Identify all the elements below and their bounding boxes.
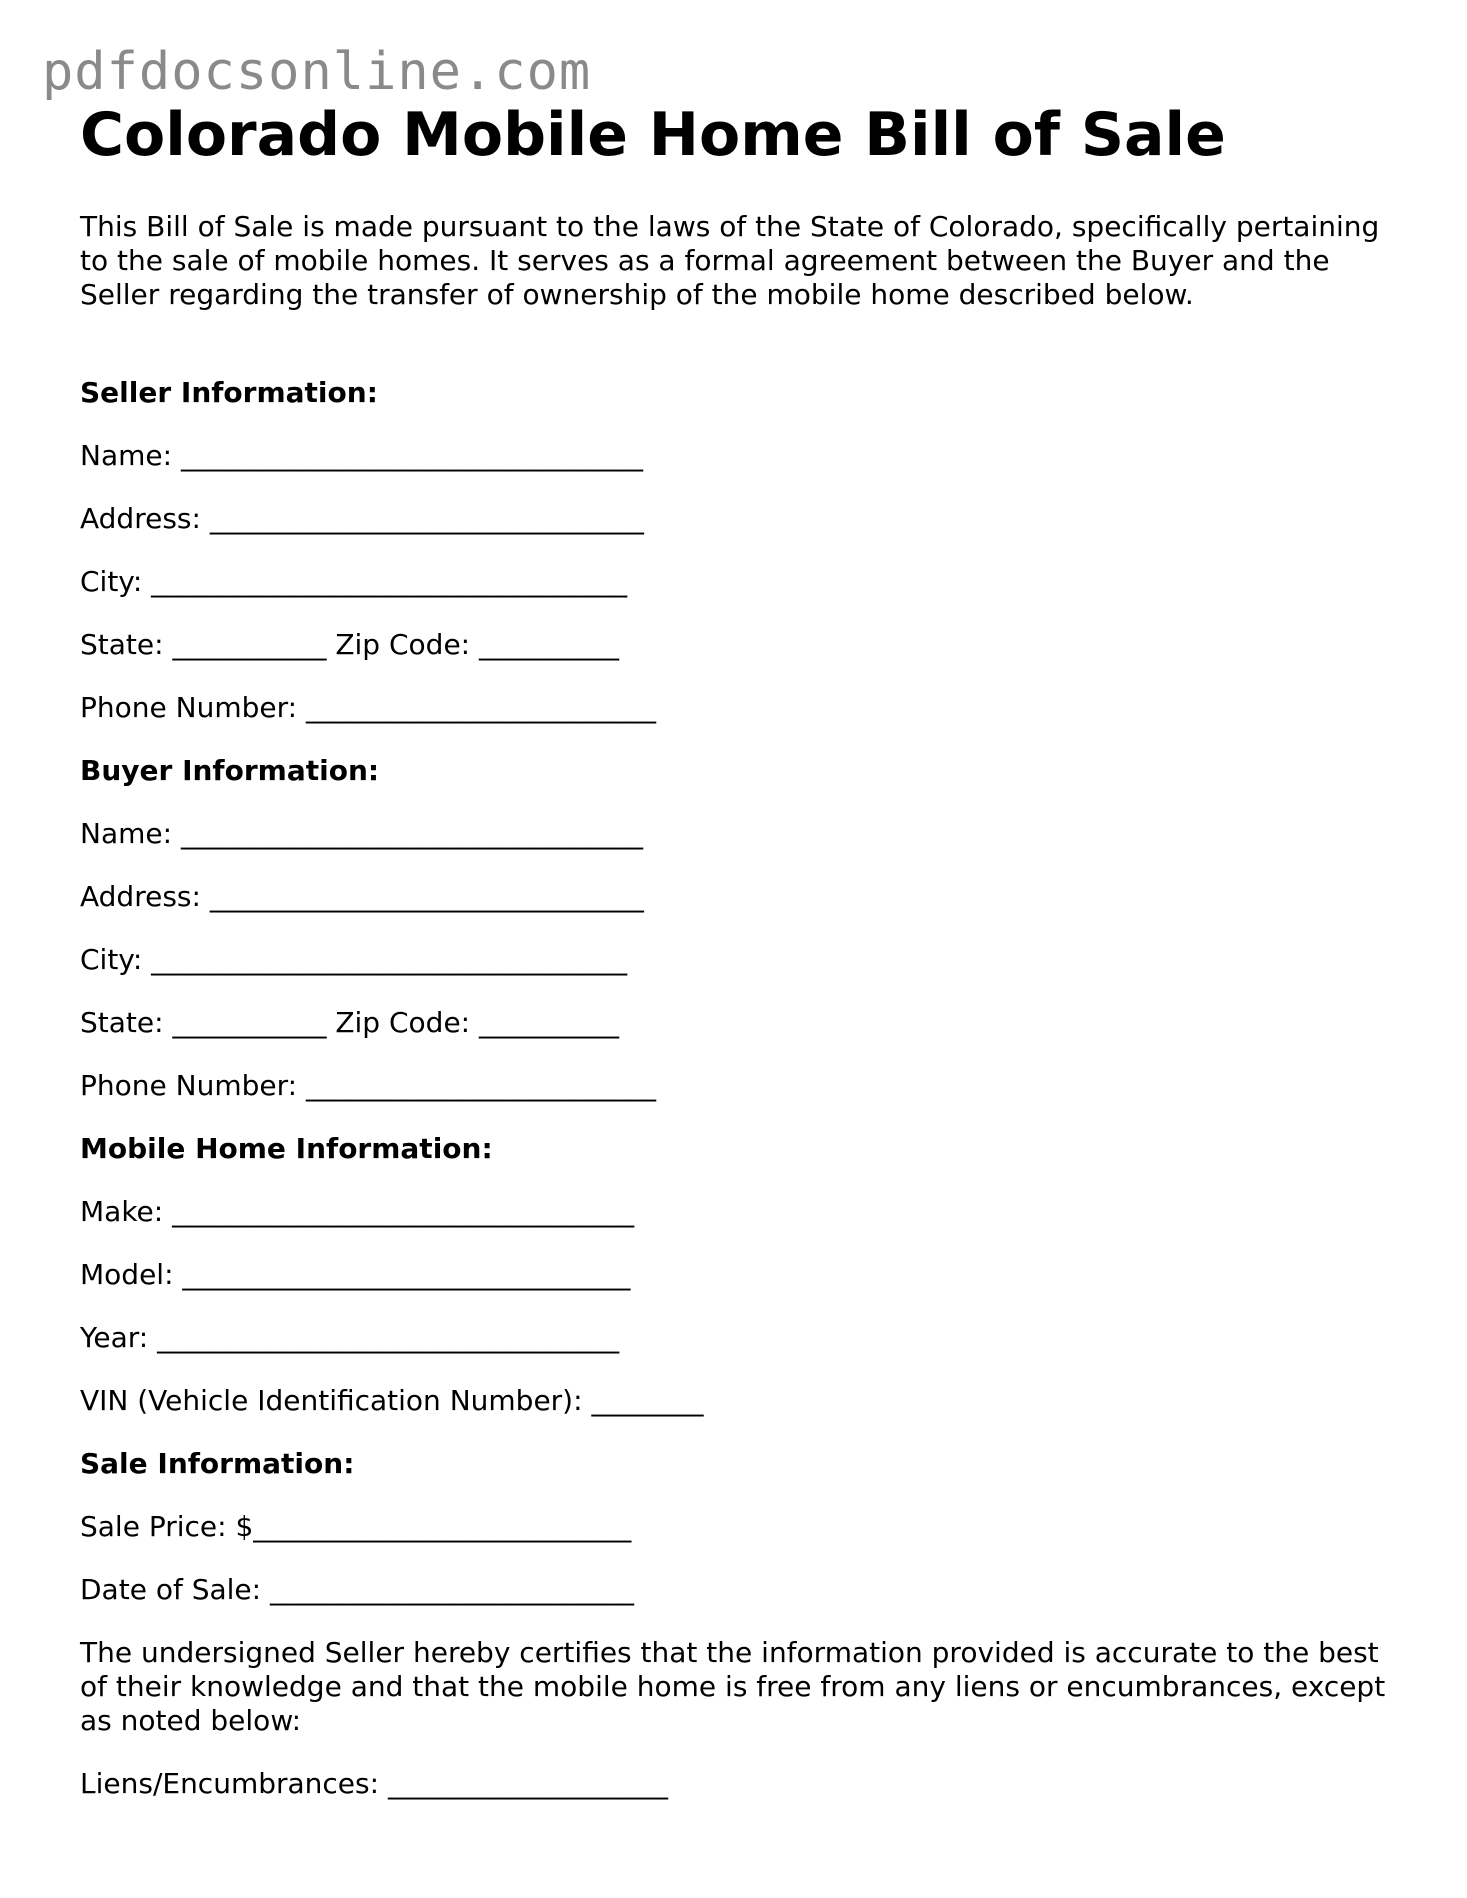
buyer-state-zip-field[interactable]: State: ___________ Zip Code: __________ bbox=[80, 1006, 619, 1039]
seller-city-field[interactable]: City: __________________________________ bbox=[80, 565, 628, 598]
seller-heading: Seller Information: bbox=[80, 376, 378, 409]
seller-address-field[interactable]: Address: _______________________________ bbox=[80, 502, 644, 535]
mobile-home-heading: Mobile Home Information: bbox=[80, 1132, 493, 1165]
document-title: Colorado Mobile Home Bill of Sale bbox=[80, 100, 1226, 170]
buyer-name-field[interactable]: Name: _________________________________ bbox=[80, 817, 643, 850]
sale-price-field[interactable]: Sale Price: $___________________________ bbox=[80, 1510, 632, 1543]
buyer-city-field[interactable]: City: __________________________________ bbox=[80, 943, 628, 976]
certification-paragraph: The undersigned Seller hereby certifies that the information provided is accurate to the best of their knowledge and that the mobile home is free from any liens or encumbrances, except as noted below: bbox=[80, 1636, 1386, 1737]
sale-date-field[interactable]: Date of Sale: __________________________ bbox=[80, 1573, 634, 1606]
liens-field[interactable]: Liens/Encumbrances: ____________________ bbox=[80, 1767, 668, 1800]
intro-paragraph: This Bill of Sale is made pursuant to the laws of the State of Colorado, specifically pertaining to the sale of mobile homes. It serves as a formal agreement between the Buyer and the Seller regarding the transfer of ownership of the mobile home described below. bbox=[80, 210, 1380, 311]
year-field[interactable]: Year: _________________________________ bbox=[80, 1321, 620, 1354]
seller-name-field[interactable]: Name: _________________________________ bbox=[80, 439, 643, 472]
seller-state-zip-field[interactable]: State: ___________ Zip Code: __________ bbox=[80, 628, 619, 661]
buyer-phone-field[interactable]: Phone Number: _________________________ bbox=[80, 1069, 656, 1102]
make-field[interactable]: Make: _________________________________ bbox=[80, 1195, 635, 1228]
vin-field[interactable]: VIN (Vehicle Identification Number): ________ bbox=[80, 1384, 704, 1417]
sale-heading: Sale Information: bbox=[80, 1447, 355, 1480]
buyer-heading: Buyer Information: bbox=[80, 754, 380, 787]
buyer-address-field[interactable]: Address: _______________________________ bbox=[80, 880, 644, 913]
watermark: pdfdocsonline.com bbox=[42, 42, 592, 102]
seller-phone-field[interactable]: Phone Number: _________________________ bbox=[80, 691, 656, 724]
model-field[interactable]: Model: ________________________________ bbox=[80, 1258, 631, 1291]
